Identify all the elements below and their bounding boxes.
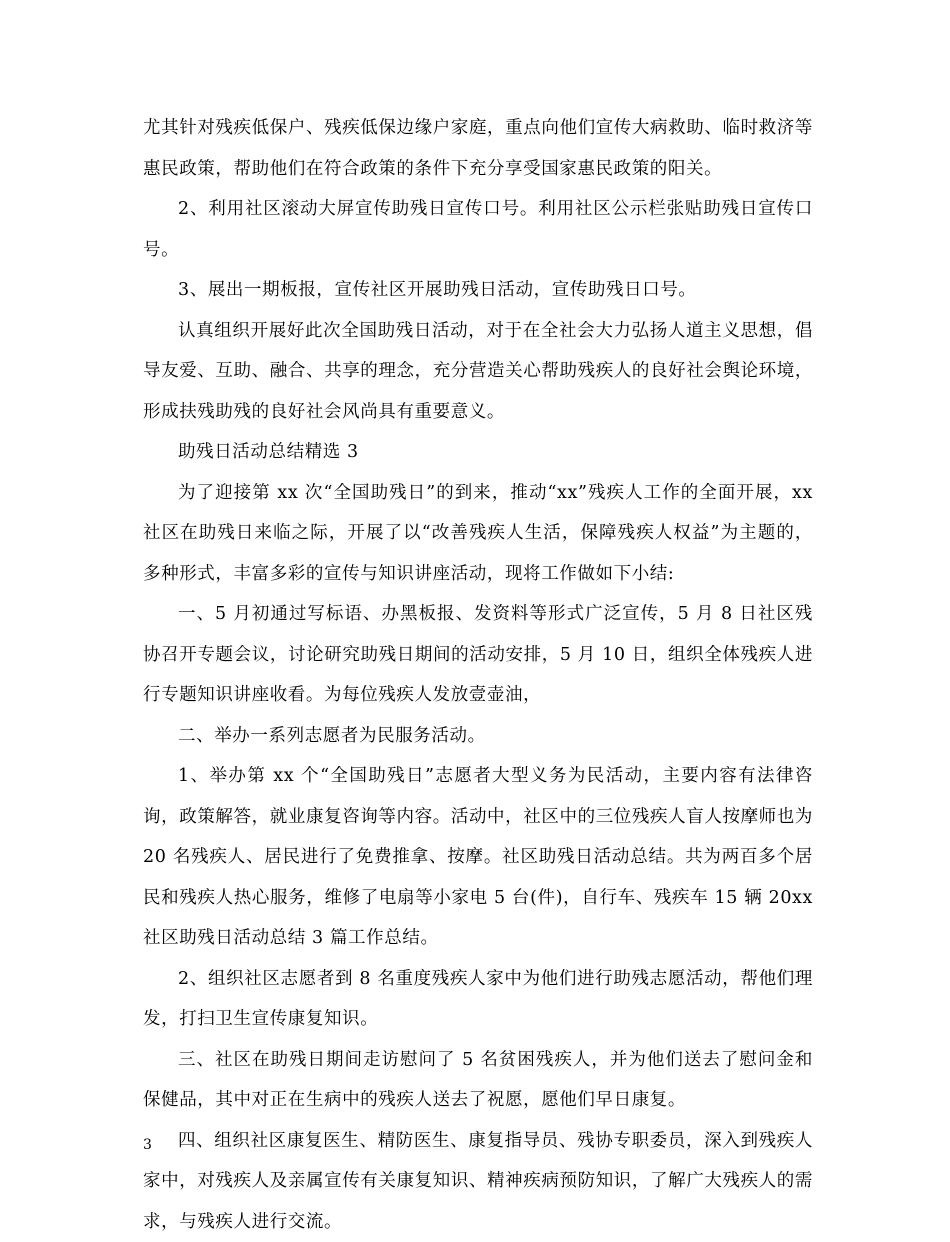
paragraph-significance: 认真组织开展好此次全国助残日活动，对于在全社会大力弘扬人道主义思想，倡导友爱、互助、融合、共享的理念，充分营造关心帮助残疾人的良好社会舆论环境，形成扶残助残的良好社会风尚具有重要意义。 <box>143 311 813 433</box>
paragraph-continuation: 尤其针对残疾低保户、残疾低保边缘户家庭，重点向他们宣传大病救助、临时救济等惠民政策，帮助他们在符合政策的条件下充分享受国家惠民政策的阳关。 <box>143 108 813 189</box>
paragraph-section-two: 二、举办一系列志愿者为民服务活动。 <box>143 716 813 757</box>
paragraph-home-visits: 2、组织社区志愿者到 8 名重度残疾人家中为他们进行助残志愿活动，帮他们理发，打扫卫生宣传康复知识。 <box>143 959 813 1040</box>
paragraph-section-one: 一、5 月初通过写标语、办黑板报、发资料等形式广泛宣传，5 月 8 日社区残协召开专题会议，讨论研究助残日期间的活动安排，5 月 10 日，组织全体残疾人进行专题知识讲座收看。为每位残疾人发放壹壶油， <box>143 594 813 716</box>
paragraph-item-3: 3、展出一期板报，宣传社区开展助残日活动，宣传助残日口号。 <box>143 270 813 311</box>
paragraph-volunteer-event: 1、举办第 xx 个“全国助残日”志愿者大型义务为民活动，主要内容有法律咨询，政策解答，就业康复咨询等内容。活动中，社区中的三位残疾人盲人按摩师也为 20 名残疾人、居民进行了免费推拿、按摩。社区助残日活动总结。共为两百多个居民和残疾人热心服务，维修了电扇等小家电 5 台(件)，自行车、残疾车 15 辆 20xx 社区助残日活动总结 3 篇工作总结。 <box>143 756 813 959</box>
paragraph-section-three: 三、社区在助残日期间走访慰问了 5 名贫困残疾人，并为他们送去了慰问金和保健品，其中对正在生病中的残疾人送去了祝愿，愿他们早日康复。 <box>143 1040 813 1121</box>
paragraph-item-2: 2、利用社区滚动大屏宣传助残日宣传口号。利用社区公示栏张贴助残日宣传口号。 <box>143 189 813 270</box>
paragraph-intro: 为了迎接第 xx 次“全国助残日”的到来，推动“xx”残疾人工作的全面开展，xx 社区在助残日来临之际，开展了以“改善残疾人生活，保障残疾人权益”为主题的，多种形式，丰富多彩的宣传与知识讲座活动，现将工作做如下小结: <box>143 473 813 595</box>
section-heading: 助残日活动总结精选 3 <box>143 432 813 473</box>
paragraph-section-four: 四、组织社区康复医生、精防医生、康复指导员、残协专职委员，深入到残疾人家中，对残疾人及亲属宣传有关康复知识、精神疾病预防知识，了解广大残疾人的需求，与残疾人进行交流。 <box>143 1121 813 1242</box>
document-body <box>143 108 813 1242</box>
page-number: 3 <box>143 1136 152 1154</box>
